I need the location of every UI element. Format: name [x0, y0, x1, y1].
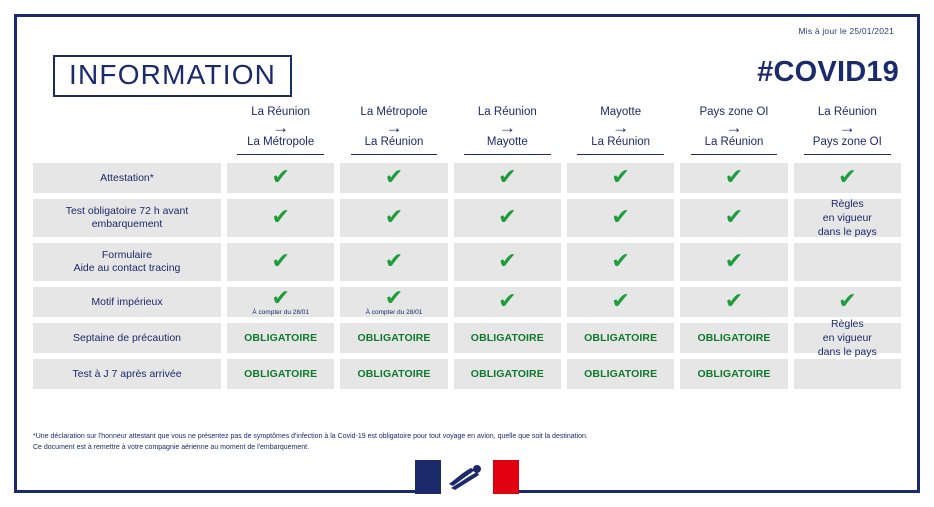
- check-icon: ✔: [384, 285, 404, 311]
- mandatory-badge: OBLIGATOIRE: [470, 332, 544, 345]
- mandatory-badge: OBLIGATOIRE: [584, 332, 658, 345]
- check-icon: ✔: [498, 289, 517, 315]
- table-row: [33, 287, 901, 317]
- check-icon: ✔: [384, 165, 404, 191]
- column-header-5: [680, 103, 787, 157]
- table-cell: [340, 359, 447, 389]
- covid-hashtag: #COVID19: [757, 56, 899, 88]
- column-origin: La Métropole: [360, 106, 428, 118]
- check-icon: ✔: [724, 165, 744, 191]
- mandatory-badge: OBLIGATOIRE: [697, 368, 771, 381]
- mandatory-badge: OBLIGATOIRE: [244, 368, 318, 381]
- column-destination: Mayotte: [486, 135, 528, 148]
- column-header-6: [794, 103, 901, 157]
- table-cell: [680, 323, 787, 353]
- table-cell: [680, 199, 787, 237]
- table-cell: [454, 163, 561, 193]
- column-origin: La Réunion: [477, 106, 537, 118]
- last-updated-text: Mis à jour le 25/01/2021: [798, 26, 894, 36]
- check-icon: ✔: [271, 165, 290, 191]
- table-cell: [454, 243, 561, 281]
- table-header-row: [33, 103, 901, 157]
- table-row: [33, 199, 901, 237]
- mandatory-badge: OBLIGATOIRE: [357, 368, 431, 381]
- column-header-underline: [351, 154, 438, 156]
- table-cell: [794, 199, 901, 237]
- table-cell: [794, 287, 901, 317]
- table-cell: [454, 199, 561, 237]
- table-cell: [794, 163, 901, 193]
- marianne-logo: [415, 460, 519, 494]
- check-icon: ✔: [838, 289, 857, 315]
- row-label: Attestation*: [33, 163, 221, 193]
- table-cell: [227, 243, 334, 281]
- column-header-2: [340, 103, 447, 157]
- table-cell: [454, 287, 561, 317]
- check-icon: ✔: [271, 249, 290, 275]
- table-cell: [567, 359, 674, 389]
- table-cell: [340, 287, 447, 317]
- mandatory-badge: OBLIGATOIRE: [470, 368, 544, 381]
- row-label: Test à J 7 après arrivée: [33, 359, 221, 389]
- table-row: [33, 318, 901, 359]
- column-destination: La Réunion: [704, 135, 764, 148]
- column-destination: Pays zone OI: [812, 135, 882, 148]
- table-cell: [227, 199, 334, 237]
- country-rules-text: Règles en vigueur dans le pays: [817, 318, 877, 359]
- check-icon: ✔: [611, 205, 630, 231]
- mandatory-badge: OBLIGATOIRE: [697, 332, 771, 345]
- table-cell: [227, 287, 334, 317]
- column-header-underline: [691, 154, 778, 156]
- check-icon: ✔: [271, 205, 290, 231]
- check-icon: ✔: [724, 289, 744, 315]
- footnote-line-2: Ce document est à remettre à votre compagnie aérienne au moment de l'embarquement.: [33, 443, 310, 451]
- column-origin: Pays zone OI: [699, 106, 769, 118]
- country-rules-text: Règles en vigueur dans le pays: [817, 198, 877, 239]
- table-cell: [227, 163, 334, 193]
- arrow-icon: →: [725, 117, 743, 137]
- column-destination: La Métropole: [247, 135, 315, 148]
- check-icon: ✔: [384, 249, 404, 275]
- table-cell: [794, 243, 901, 281]
- table-cell: [567, 199, 674, 237]
- table-cell: [567, 323, 674, 353]
- header-corner-cell: [33, 103, 221, 157]
- table-cell: [340, 163, 447, 193]
- check-icon: ✔: [724, 205, 744, 231]
- mandatory-badge: OBLIGATOIRE: [357, 332, 431, 345]
- flag-red-band: [493, 460, 519, 494]
- arrow-icon: →: [838, 117, 856, 137]
- check-icon: ✔: [271, 285, 290, 311]
- column-destination: La Réunion: [364, 135, 424, 148]
- column-header-1: [227, 103, 334, 157]
- table-cell: [340, 199, 447, 237]
- table-cell: [227, 323, 334, 353]
- check-icon: ✔: [611, 289, 630, 315]
- check-icon: ✔: [611, 249, 630, 275]
- table-cell: [567, 163, 674, 193]
- row-label: Motif impérieux: [33, 287, 221, 317]
- table-row: [33, 359, 901, 389]
- check-icon: ✔: [611, 165, 630, 191]
- table-row: [33, 163, 901, 193]
- check-icon: ✔: [384, 205, 404, 231]
- check-icon: ✔: [838, 165, 857, 191]
- table-cell: [454, 323, 561, 353]
- row-label: Formulaire Aide au contact tracing: [33, 243, 221, 281]
- column-header-underline: [464, 154, 551, 156]
- row-label: Septaine de précaution: [33, 323, 221, 353]
- table-cell: [454, 359, 561, 389]
- marianne-figure: [441, 460, 493, 494]
- cell-note: À compter du 28/01: [365, 308, 423, 316]
- table-cell: [680, 163, 787, 193]
- arrow-icon: →: [612, 117, 630, 137]
- arrow-icon: →: [498, 117, 516, 137]
- column-origin: La Réunion: [817, 106, 877, 118]
- column-header-underline: [237, 154, 324, 156]
- column-header-4: [567, 103, 674, 157]
- table-cell: [567, 243, 674, 281]
- mandatory-badge: OBLIGATOIRE: [244, 332, 318, 345]
- table-cell: [680, 287, 787, 317]
- column-header-underline: [577, 154, 664, 156]
- footnote: [33, 432, 733, 453]
- table-cell: [567, 287, 674, 317]
- cell-note: À compter du 28/01: [252, 308, 310, 316]
- flag-blue-band: [415, 460, 441, 494]
- check-icon: ✔: [498, 249, 517, 275]
- table-cell: [227, 359, 334, 389]
- table-cell: [794, 359, 901, 389]
- column-destination: La Réunion: [591, 135, 651, 148]
- information-table: [33, 103, 901, 395]
- page-title: INFORMATION: [69, 59, 277, 90]
- check-icon: ✔: [498, 205, 517, 231]
- information-title-box: [53, 55, 292, 97]
- arrow-icon: →: [272, 117, 290, 137]
- table-row: [33, 243, 901, 281]
- column-origin: Mayotte: [600, 106, 642, 118]
- table-cell: [340, 323, 447, 353]
- table-cell: [680, 243, 787, 281]
- column-header-3: [454, 103, 561, 157]
- table-cell: [794, 318, 901, 359]
- row-label: Test obligatoire 72 h avant embarquement: [33, 199, 221, 237]
- arrow-icon: →: [385, 117, 403, 137]
- table-cell: [340, 243, 447, 281]
- mandatory-badge: OBLIGATOIRE: [584, 368, 658, 381]
- column-header-underline: [804, 154, 891, 156]
- check-icon: ✔: [498, 165, 517, 191]
- column-origin: La Réunion: [251, 106, 311, 118]
- footnote-line-1: *Une déclaration sur l'honneur attestant que vous ne présentez pas de symptômes d'infection à la Covid-19 est obligatoire pour tout voyage en avion, quelle que soit la destination.: [33, 433, 588, 440]
- table-cell: [680, 359, 787, 389]
- check-icon: ✔: [724, 249, 744, 275]
